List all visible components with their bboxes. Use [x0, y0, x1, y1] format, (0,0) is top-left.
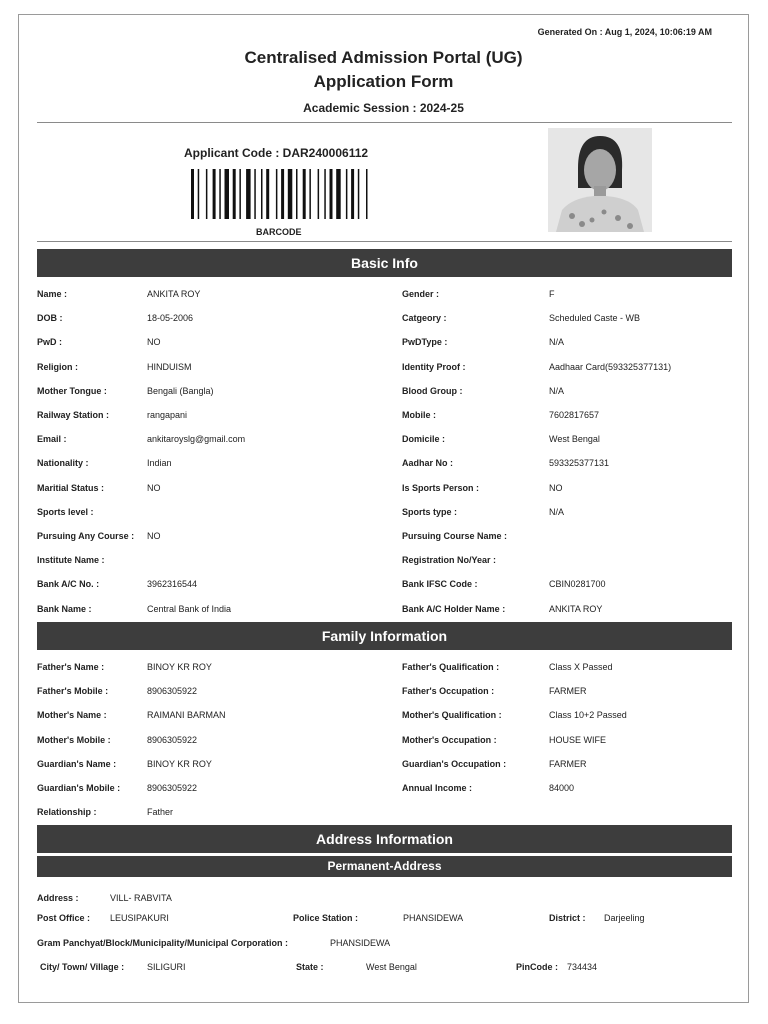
field-value: BINOY KR ROY	[147, 758, 212, 769]
field-value: BINOY KR ROY	[147, 662, 212, 672]
field-label: Sports level :	[37, 506, 94, 517]
field-label: Guardian's Name :	[37, 758, 117, 769]
pincode-label: PinCode :	[516, 962, 558, 972]
field-value: N/A	[549, 385, 565, 396]
field-label: Bank A/C No. :	[37, 579, 100, 590]
state-label: State :	[296, 962, 324, 972]
field-value: N/A	[549, 337, 565, 348]
field-label: Pursuing Course Name :	[402, 531, 508, 541]
portal-title: Centralised Admission Portal (UG)	[244, 48, 523, 67]
field-value: RAIMANI BARMAN	[147, 710, 226, 721]
state-value: West Bengal	[366, 962, 417, 972]
field-value: Father	[147, 807, 174, 818]
academic-session: Academic Session : 2024-25	[303, 101, 464, 115]
field-label: Religion :	[37, 361, 78, 372]
field-value: HINDUISM	[147, 361, 192, 372]
form-title: Application Form	[313, 72, 454, 91]
district-value: Darjeeling	[604, 913, 645, 923]
applicant-code: Applicant Code : DAR240006112	[184, 146, 369, 160]
field-value: Aadhaar Card(593325377131)	[549, 361, 672, 372]
field-value: 7602817657	[549, 410, 600, 420]
field-label: Institute Name :	[37, 555, 105, 566]
field-value: Central Bank of India	[147, 603, 232, 614]
field-label: Mother's Qualification :	[402, 710, 502, 721]
field-value: rangapani	[147, 410, 188, 420]
field-label: Father's Name :	[37, 662, 105, 672]
field-value: 3962316544	[147, 579, 198, 590]
post-office-value: LEUSIPAKURI	[110, 913, 169, 923]
field-value: Bengali (Bangla)	[147, 385, 214, 396]
field-value: ANKITA ROY	[147, 289, 201, 299]
field-label: PwDType :	[402, 337, 448, 348]
field-label: Maritial Status :	[37, 482, 105, 493]
field-label: Mother's Name :	[37, 710, 107, 721]
field-label: Guardian's Mobile :	[37, 783, 121, 793]
applicant-photo	[548, 128, 652, 232]
field-value: 8906305922	[147, 734, 198, 745]
field-value: CBIN0281700	[549, 579, 606, 590]
field-label: Bank IFSC Code :	[402, 579, 478, 590]
post-office-label: Post Office :	[37, 913, 91, 923]
field-label: Guardian's Occupation :	[402, 758, 507, 769]
barcode	[191, 169, 396, 219]
field-value: FARMER	[549, 686, 587, 697]
address-info-heading: Address Information	[37, 825, 732, 853]
field-value: 8906305922	[147, 686, 198, 697]
field-label: Pursuing Any Course :	[37, 531, 135, 541]
field-label: Gender :	[402, 289, 440, 299]
field-value: 18-05-2006	[147, 313, 194, 324]
gram-panchyat-label: Gram Panchyat/Block/Municipality/Municipal Corporation :	[37, 938, 289, 948]
application-form	[18, 14, 749, 1003]
field-label: Name :	[37, 289, 68, 299]
field-label: Father's Occupation :	[402, 686, 495, 697]
field-label: Mobile :	[402, 410, 436, 420]
field-value: F	[549, 289, 555, 299]
barcode-label: BARCODE	[256, 227, 302, 237]
field-label: Blood Group :	[402, 385, 463, 396]
field-label: Catgeory :	[402, 313, 447, 324]
field-label: Is Sports Person :	[402, 482, 480, 493]
generated-on: Generated On : Aug 1, 2024, 10:06:19 AM	[537, 27, 712, 37]
field-label: Bank A/C Holder Name :	[402, 603, 506, 614]
divider	[37, 122, 732, 123]
city-value: SILIGURI	[147, 962, 186, 972]
field-label: Father's Qualification :	[402, 662, 500, 672]
field-label: Bank Name :	[37, 603, 92, 614]
field-value: 8906305922	[147, 783, 198, 793]
city-label: City/ Town/ Village :	[40, 962, 125, 972]
field-value: NO	[549, 482, 563, 493]
field-value: 593325377131	[549, 458, 610, 469]
field-value: FARMER	[549, 758, 587, 769]
basic-info-heading: Basic Info	[37, 249, 732, 277]
field-label: PwD :	[37, 337, 63, 348]
district-label: District :	[549, 913, 586, 923]
field-label: Relationship :	[37, 807, 97, 818]
field-label: Railway Station :	[37, 410, 110, 420]
permanent-address-heading: Permanent-Address	[37, 856, 732, 877]
field-value: NO	[147, 482, 161, 493]
address-value: VILL- RABVITA	[110, 893, 172, 903]
gram-panchyat-value: PHANSIDEWA	[330, 938, 391, 948]
field-value: Class 10+2 Passed	[549, 710, 627, 721]
field-label: Identity Proof :	[402, 361, 466, 372]
field-label: Father's Mobile :	[37, 686, 109, 697]
field-value: Scheduled Caste - WB	[549, 313, 641, 324]
field-value: NO	[147, 531, 161, 541]
police-station-label: Police Station :	[293, 913, 359, 923]
field-label: Mother's Occupation :	[402, 734, 497, 745]
field-value: 84000	[549, 783, 575, 793]
field-value: ANKITA ROY	[549, 603, 603, 614]
field-value: ankitaroyslg@gmail.com	[147, 434, 246, 445]
field-label: Registration No/Year :	[402, 555, 497, 566]
pincode-value: 734434	[567, 962, 598, 972]
family-info-heading: Family Information	[37, 622, 732, 650]
field-label: Nationality :	[37, 458, 89, 469]
address-label: Address :	[37, 893, 79, 903]
police-station-value: PHANSIDEWA	[403, 913, 464, 923]
field-label: DOB :	[37, 313, 63, 324]
field-label: Mother's Mobile :	[37, 734, 111, 745]
field-value: Class X Passed	[549, 662, 613, 672]
field-value: HOUSE WIFE	[549, 734, 607, 745]
divider	[37, 241, 732, 242]
field-value: Indian	[147, 458, 172, 469]
field-label: Email :	[37, 434, 67, 445]
field-label: Aadhar No :	[402, 458, 454, 469]
field-label: Mother Tongue :	[37, 385, 107, 396]
field-value: NO	[147, 337, 161, 348]
field-value: N/A	[549, 506, 565, 517]
field-value: West Bengal	[549, 434, 600, 445]
field-label: Sports type :	[402, 506, 458, 517]
field-label: Domicile :	[402, 434, 446, 445]
field-label: Annual Income :	[402, 783, 473, 793]
